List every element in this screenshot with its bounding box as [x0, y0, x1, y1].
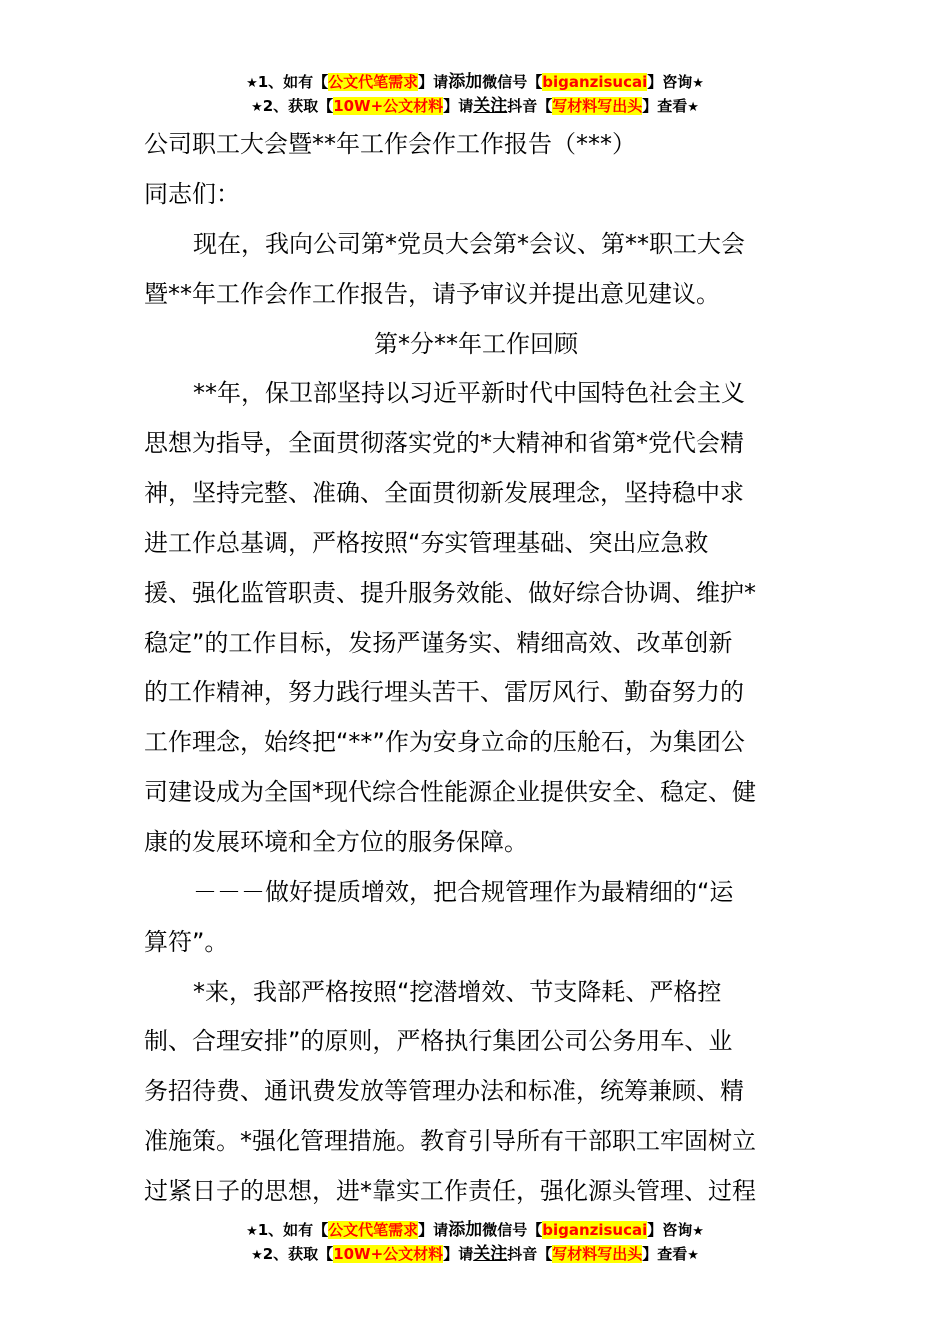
banner-highlight: biganzisucai: [542, 1221, 648, 1239]
paragraph-line: 过紧日子的思想，进*靠实工作责任，强化源头管理、过程: [144, 1177, 756, 1205]
banner-text: 】咨询: [647, 1221, 693, 1239]
paragraph-line: 务招待费、通讯费发放等管理办法和标准，统筹兼顾、精: [144, 1077, 744, 1105]
star-icon: ★: [692, 1224, 704, 1239]
banner-text: 抖音【: [507, 97, 553, 115]
section-heading: 第*分**年工作回顾: [374, 330, 578, 358]
paragraph-line: 算符”。: [144, 928, 229, 956]
banner-highlight: biganzisucai: [542, 73, 648, 91]
paragraph-line: 进工作总基调，严格按照“夯实管理基础、突出应急救: [144, 529, 709, 557]
paragraph-line: 制、合理安排”的原则，严格执行集团公司公务用车、业: [144, 1027, 733, 1055]
banner-text: 】查看: [642, 1245, 688, 1263]
banner-emphasis: 关注: [473, 1244, 508, 1264]
banner-text: 】咨询: [647, 73, 693, 91]
banner-text: 1、如有【: [257, 73, 329, 91]
banner-text: 】请: [418, 1221, 449, 1239]
banner-highlight: 写材料写出头: [552, 97, 643, 115]
paragraph-line: 神，坚持完整、准确、全面贯彻新发展理念，坚持稳中求: [144, 479, 744, 507]
paragraph-line: 现在，我向公司第*党员大会第*会议、第**职工大会: [193, 230, 745, 258]
paragraph-line: 康的发展环境和全方位的服务保障。: [144, 828, 528, 856]
banner-highlight: 写材料写出头: [552, 1245, 643, 1263]
document-title: 公司职工大会暨**年工作会作工作报告（***）: [144, 130, 636, 158]
star-icon: ★: [692, 76, 704, 91]
star-icon: ★: [246, 76, 258, 91]
banner-text: 2、获取【: [262, 1245, 334, 1263]
star-icon: ★: [251, 100, 263, 115]
paragraph-line: 思想为指导，全面贯彻落实党的*大精神和省第*党代会精: [144, 429, 744, 457]
paragraph-line: 暨**年工作会作工作报告，请予审议并提出意见建议。: [144, 280, 720, 308]
paragraph-line: 稳定”的工作目标，发扬严谨务实、精细高效、改革创新: [144, 629, 733, 657]
banner-text: 微信号【: [482, 73, 543, 91]
paragraph-line: 的工作精神，努力践行埋头苦干、雷厉风行、勤奋努力的: [144, 678, 744, 706]
banner-text: 2、获取【: [262, 97, 334, 115]
banner-text: 】请: [418, 73, 449, 91]
star-icon: ★: [687, 100, 699, 115]
banner-line-1: [0, 70, 950, 94]
banner-line-1: [0, 1218, 950, 1242]
banner-highlight: 10W+公文材料: [333, 97, 444, 115]
salutation: 同志们：: [144, 180, 240, 208]
star-icon: ★: [246, 1224, 258, 1239]
paragraph-line: 援、强化监管职责、提升服务效能、做好综合协调、维护*: [144, 579, 756, 607]
banner-emphasis: 关注: [473, 96, 508, 116]
star-icon: ★: [687, 1248, 699, 1263]
banner-line-2: [0, 94, 950, 118]
banner-text: 抖音【: [507, 1245, 553, 1263]
bottom-banner: [0, 1218, 950, 1266]
banner-highlight: 公文代笔需求: [328, 1221, 419, 1239]
banner-text: 】查看: [642, 97, 688, 115]
banner-emphasis: 添加: [448, 72, 483, 92]
star-icon: ★: [251, 1248, 263, 1263]
banner-line-2: [0, 1242, 950, 1266]
banner-text: 】请: [443, 1245, 474, 1263]
banner-text: 1、如有【: [257, 1221, 329, 1239]
banner-emphasis: 添加: [448, 1220, 483, 1240]
banner-highlight: 10W+公文材料: [333, 1245, 444, 1263]
paragraph-line: 司建设成为全国*现代综合性能源企业提供安全、稳定、健: [144, 778, 756, 806]
paragraph-line: **年，保卫部坚持以习近平新时代中国特色社会主义: [193, 379, 745, 407]
banner-text: 】请: [443, 97, 474, 115]
banner-text: 微信号【: [482, 1221, 543, 1239]
paragraph-line: *来，我部严格按照“挖潜增效、节支降耗、严格控: [193, 978, 722, 1006]
top-banner: [0, 70, 950, 118]
paragraph-line: 工作理念，始终把“**”作为安身立命的压舱石，为集团公: [144, 728, 745, 756]
paragraph-line: －－－做好提质增效，把合规管理作为最精细的“运: [193, 878, 734, 906]
banner-highlight: 公文代笔需求: [328, 73, 419, 91]
paragraph-line: 准施策。*强化管理措施。教育引导所有干部职工牢固树立: [144, 1127, 756, 1155]
